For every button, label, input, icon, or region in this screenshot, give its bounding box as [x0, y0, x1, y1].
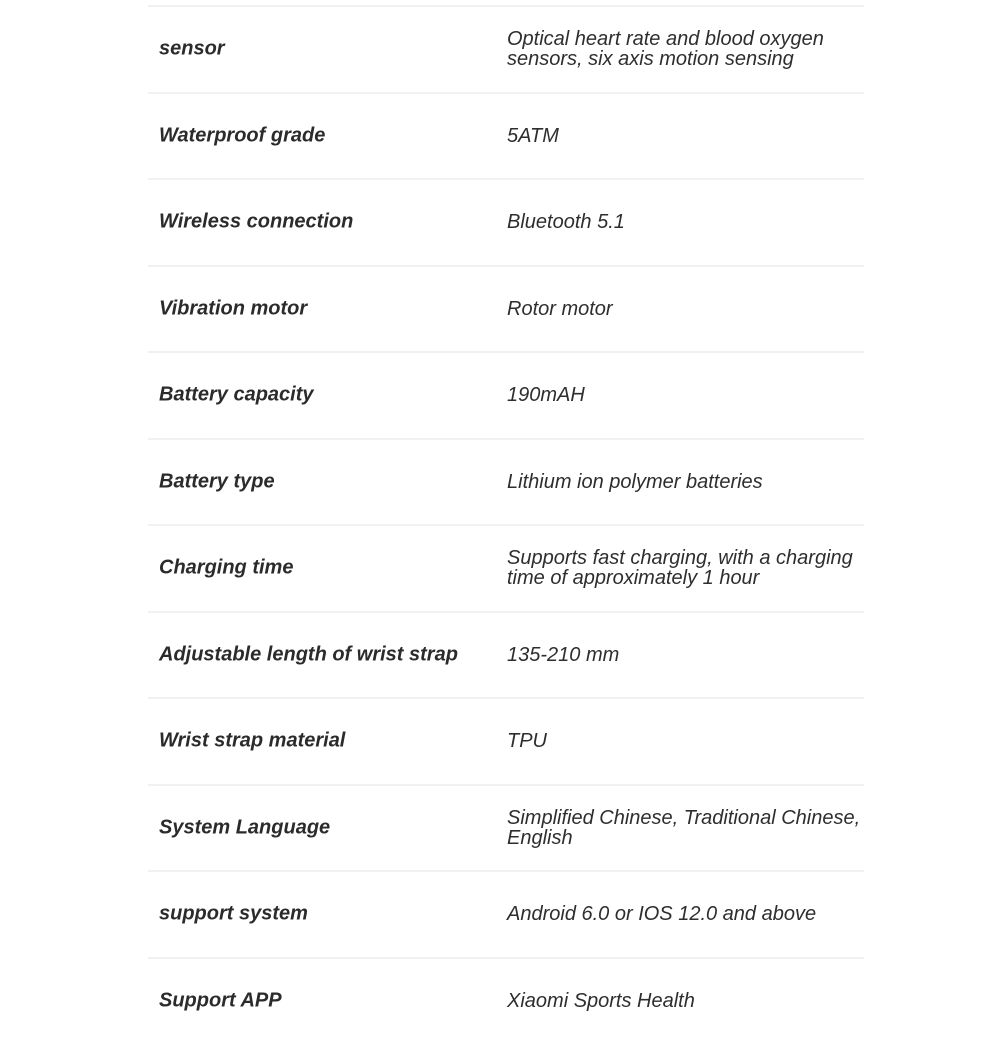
spec-value: 190mAH	[507, 384, 585, 407]
spec-value: 135-210 mm	[507, 643, 620, 666]
spec-value: 5ATM	[507, 124, 559, 147]
spec-row-wrist-strap-length	[148, 611, 864, 698]
spec-row-waterproof-grade	[148, 92, 864, 179]
spec-value: Android 6.0 or IOS 12.0 and above	[507, 903, 817, 926]
spec-value: Supports fast charging, with a charging time of approximately 1 hour	[507, 547, 853, 590]
spec-value: Simplified Chinese, Traditional Chinese, English	[507, 806, 861, 849]
spec-value: TPU	[507, 730, 547, 753]
spec-row-vibration-motor	[148, 265, 864, 352]
spec-label: sensor	[159, 37, 225, 60]
spec-row-wireless-connection	[148, 178, 864, 265]
spec-label: System Language	[159, 816, 331, 839]
spec-row-battery-capacity	[148, 351, 864, 438]
spec-row-support-system	[148, 870, 864, 957]
spec-value: Optical heart rate and blood oxygen sensors, six axis motion sensing	[507, 28, 824, 71]
spec-row-sensor	[148, 5, 864, 92]
spec-value: Bluetooth 5.1	[507, 211, 625, 234]
spec-value: Xiaomi Sports Health	[507, 989, 695, 1012]
spec-label: Battery capacity	[159, 383, 314, 406]
spec-label: Adjustable length of wrist strap	[159, 643, 458, 666]
spec-value: Lithium ion polymer batteries	[507, 470, 763, 493]
spec-label: Waterproof grade	[159, 124, 326, 147]
spec-label: Charging time	[159, 556, 294, 579]
spec-row-charging-time	[148, 524, 864, 611]
spec-row-battery-type	[148, 438, 864, 525]
spec-row-system-language	[148, 784, 864, 871]
spec-label: Battery type	[159, 470, 275, 493]
spec-label: support system	[159, 902, 308, 925]
spec-row-wrist-strap-material	[148, 697, 864, 784]
spec-value: Rotor motor	[507, 297, 613, 320]
spec-label: Wrist strap material	[159, 729, 346, 752]
spec-row-support-app	[148, 957, 864, 1044]
spec-label: Vibration motor	[159, 297, 308, 320]
spec-label: Wireless connection	[159, 210, 354, 233]
spec-table	[148, 5, 864, 1043]
spec-label: Support APP	[159, 989, 282, 1012]
